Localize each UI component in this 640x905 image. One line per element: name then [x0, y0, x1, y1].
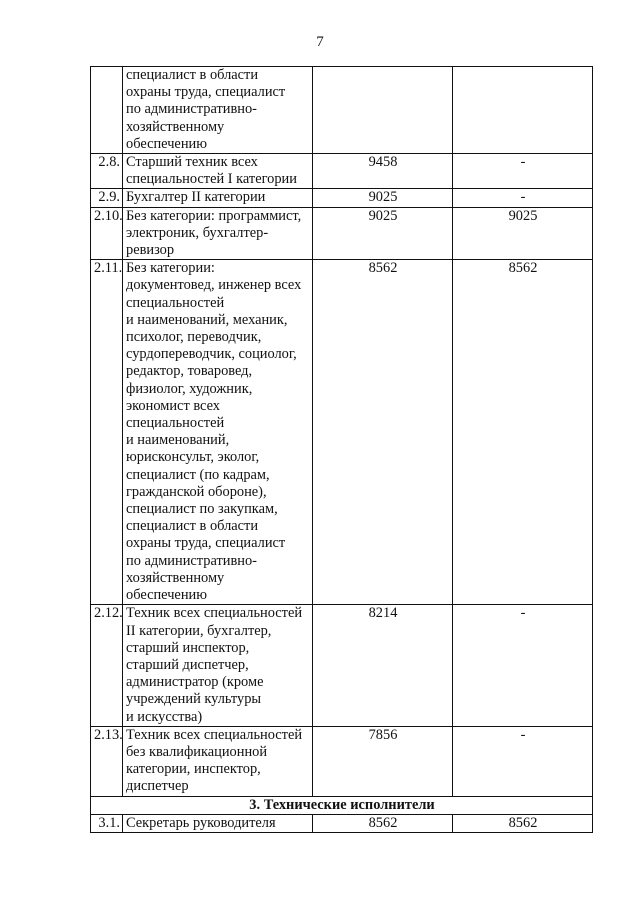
salary-value: 9025: [313, 189, 453, 207]
description-line: экономист всех: [126, 397, 221, 414]
table-row: [91, 207, 593, 260]
description-line: психолог, переводчик,: [126, 329, 262, 346]
description-line: администратор (кроме: [126, 674, 264, 691]
description-line: Без категории: программист,: [126, 207, 302, 224]
description-line: сурдопереводчик, социолог,: [126, 346, 297, 363]
salary-value: 8214: [313, 605, 453, 726]
description-line: по административно-: [126, 101, 257, 118]
salary-table-body: [91, 67, 593, 833]
section-header: 3. Технические исполнители: [91, 796, 593, 814]
position-description: [123, 154, 313, 189]
salary-value-alt: -: [453, 154, 593, 189]
description-line: обеспечению: [126, 135, 207, 152]
description-line: диспетчер: [126, 778, 189, 795]
description-line: охраны труда, специалист: [126, 535, 286, 552]
table-row: [91, 726, 593, 796]
description-line: специалист по закупкам,: [126, 501, 278, 518]
row-number: 2.8.: [91, 154, 123, 189]
row-number: 2.13.: [91, 726, 123, 796]
position-description: [123, 207, 313, 260]
row-number: 3.1.: [91, 814, 123, 832]
table-row: [91, 189, 593, 207]
salary-value: 7856: [313, 726, 453, 796]
salary-value-alt: -: [453, 605, 593, 726]
row-number: 2.11.: [91, 260, 123, 605]
table-row: [91, 260, 593, 605]
description-line: Бухгалтер II категории: [126, 189, 266, 206]
position-description: [123, 605, 313, 726]
description-line: старший инспектор,: [126, 639, 250, 656]
page-number: 7: [316, 34, 324, 50]
description-line: специальностей: [126, 294, 225, 311]
description-line: ревизор: [126, 242, 175, 259]
description-line: категории, инспектор,: [126, 761, 261, 778]
description-line: и наименований, механик,: [126, 311, 288, 328]
description-line: специальностей: [126, 415, 225, 432]
row-number: 2.9.: [91, 189, 123, 207]
description-line: старший диспетчер,: [126, 656, 249, 673]
description-line: Старший техник всех: [126, 154, 258, 171]
description-line: и искусства): [126, 708, 203, 725]
salary-value: 8562: [313, 260, 453, 605]
salary-value-alt: 8562: [453, 814, 593, 832]
description-line: редактор, товаровед,: [126, 363, 253, 380]
description-line: хозяйственному: [126, 569, 225, 586]
salary-value: 9458: [313, 154, 453, 189]
position-description: [123, 726, 313, 796]
position-description: [123, 67, 313, 154]
salary-value-alt: 8562: [453, 260, 593, 605]
description-line: специалист (по кадрам,: [126, 466, 270, 483]
description-line: обеспечению: [126, 587, 207, 604]
row-number: 2.12.: [91, 605, 123, 726]
description-line: специальностей I категории: [126, 171, 297, 188]
description-line: учреждений культуры: [126, 691, 262, 708]
salary-value: 9025: [313, 207, 453, 260]
salary-value-alt: -: [453, 726, 593, 796]
salary-value-alt: 9025: [453, 207, 593, 260]
description-line: без квалификационной: [126, 743, 268, 760]
description-line: Техник всех специальностей: [126, 605, 303, 622]
row-number: 2.10.: [91, 207, 123, 260]
description-line: электроник, бухгалтер-: [126, 224, 269, 241]
description-line: хозяйственному: [126, 118, 225, 135]
description-line: и наименований,: [126, 432, 230, 449]
position-description: [123, 260, 313, 605]
section-row: [91, 796, 593, 814]
description-line: по административно-: [126, 552, 257, 569]
description-line: II категории, бухгалтер,: [126, 622, 272, 639]
description-line: физиолог, художник,: [126, 380, 253, 397]
description-line: охраны труда, специалист: [126, 84, 286, 101]
salary-value-alt: [453, 67, 593, 154]
description-line: специалист в области: [126, 67, 259, 83]
description-line: Без категории:: [126, 260, 215, 277]
description-line: Секретарь руководителя: [126, 814, 276, 831]
salary-value: [313, 67, 453, 154]
description-line: Техник всех специальностей: [126, 726, 303, 743]
salary-value: 8562: [313, 814, 453, 832]
table-row: [91, 67, 593, 154]
salary-value-alt: -: [453, 189, 593, 207]
position-description: [123, 189, 313, 207]
table-row: [91, 154, 593, 189]
description-line: юрисконсульт, эколог,: [126, 449, 260, 466]
salary-table: [90, 66, 593, 833]
description-line: гражданской обороне),: [126, 483, 267, 500]
row-number: [91, 67, 123, 154]
position-description: [123, 814, 313, 832]
table-row: [91, 814, 593, 832]
description-line: документовед, инженер всех: [126, 277, 302, 294]
table-row: [91, 605, 593, 726]
description-line: специалист в области: [126, 518, 259, 535]
